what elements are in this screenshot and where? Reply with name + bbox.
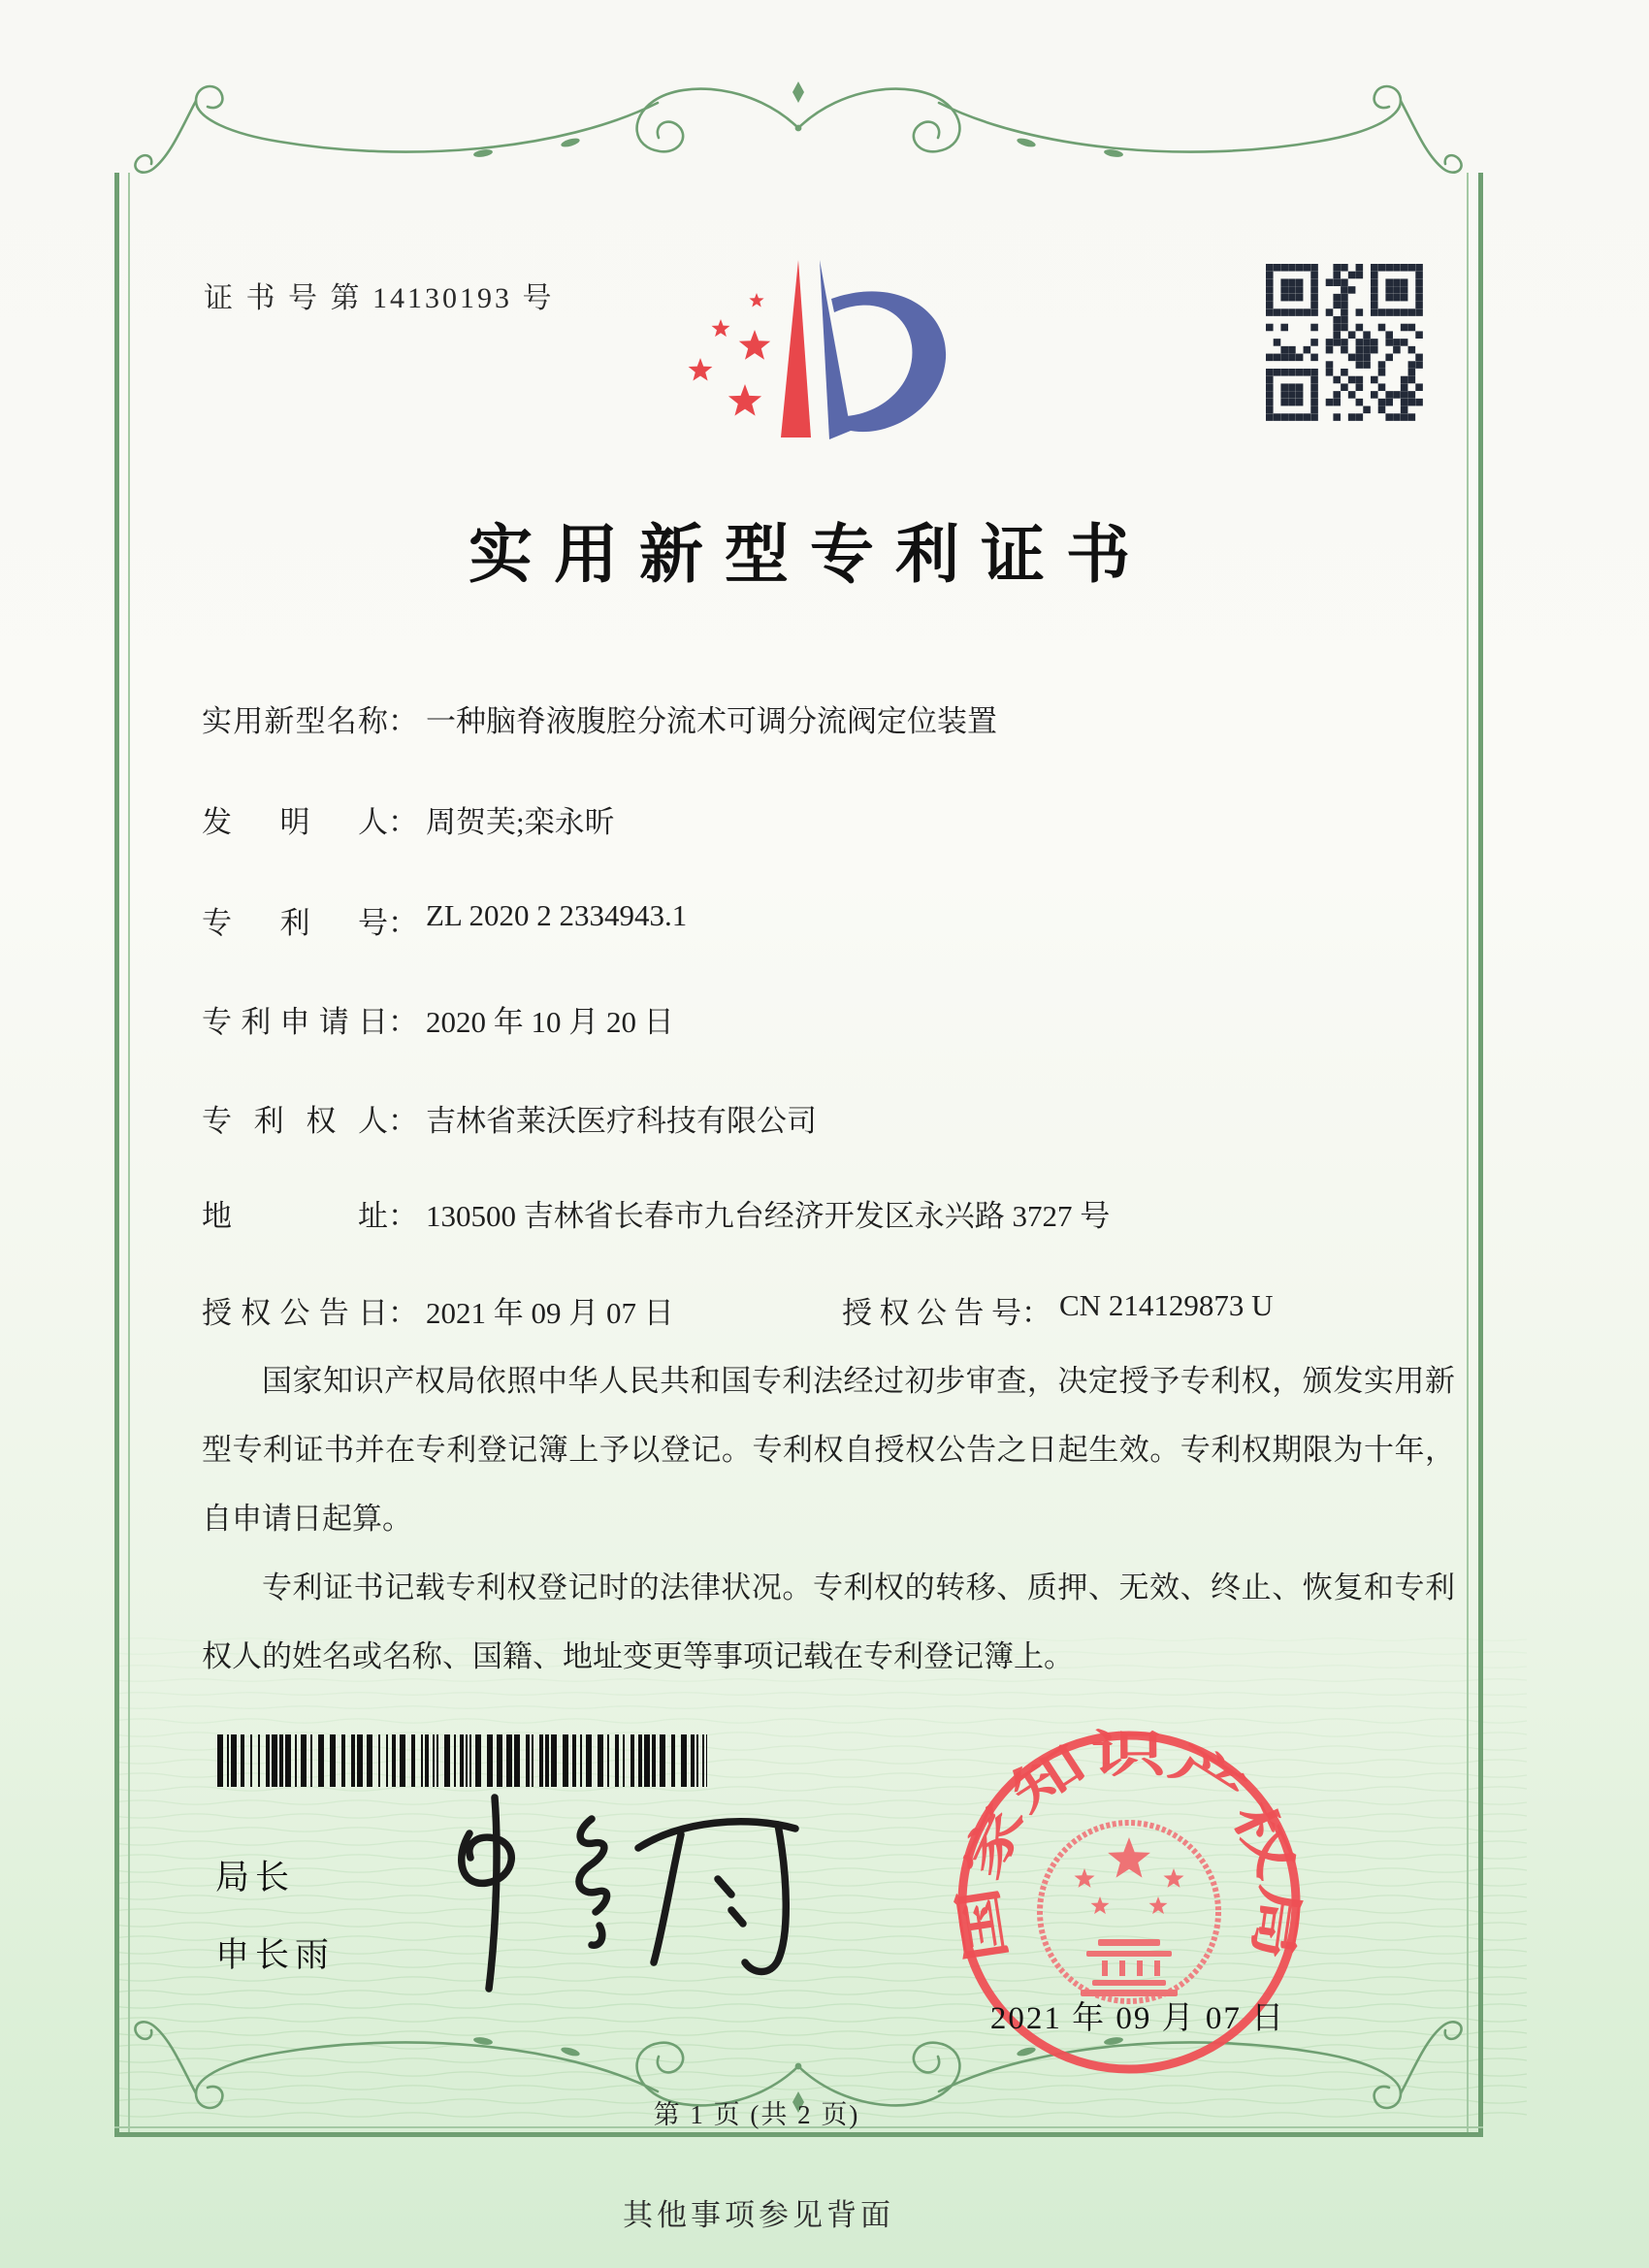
field-label: 授权公告日 bbox=[202, 1296, 388, 1330]
cnipa-logo-icon bbox=[684, 239, 975, 462]
field-value: 一种脑脊液腹腔分流术可调分流阀定位装置 bbox=[426, 704, 997, 738]
field-label: 专利申请日 bbox=[202, 1005, 388, 1039]
field-colon: ： bbox=[388, 1005, 418, 1039]
field-colon: ： bbox=[388, 704, 418, 738]
certificate-title: 实用新型专利证书 bbox=[469, 520, 1151, 591]
legal-text-block bbox=[202, 1346, 1455, 1691]
field-row-filing-date bbox=[202, 997, 1463, 1042]
field-value: 2021 年 09 月 07 日 bbox=[426, 1296, 674, 1330]
seal-date: 2021 年 09 月 07 日 bbox=[989, 2001, 1286, 2036]
field-value: CN 214129873 U bbox=[1059, 1288, 1274, 1322]
field-row-address bbox=[202, 1191, 1463, 1236]
field-value: 吉林省莱沃医疗科技有限公司 bbox=[426, 1104, 817, 1138]
field-row-grant bbox=[202, 1288, 1463, 1333]
field-colon: ： bbox=[388, 1199, 418, 1233]
border-right-thin bbox=[1467, 173, 1469, 2132]
border-bottom-thick bbox=[114, 2132, 1483, 2137]
qr-code bbox=[1266, 264, 1423, 421]
field-group-grant-number bbox=[842, 1288, 1273, 1332]
legal-paragraph-1: 国家知识产权局依照中华人民共和国专利法经过初步审查，决定授予专利权，颁发实用新型专利证书并在专利登记簿上予以登记。专利权自授权公告之日起生效。专利权期限为十年，自申请日起算。 bbox=[202, 1364, 1455, 1536]
field-label: 专利号 bbox=[202, 906, 388, 940]
field-label: 地址 bbox=[202, 1199, 388, 1233]
field-label: 发明人 bbox=[202, 805, 388, 839]
field-row-inventor bbox=[202, 797, 1463, 842]
field-value: 周贺芙;栾永昕 bbox=[426, 805, 615, 839]
certificate-number: 证 书 号 第 14130193 号 bbox=[204, 282, 555, 314]
field-colon: ： bbox=[388, 805, 418, 839]
border-left-thin bbox=[128, 173, 130, 2132]
page-indicator: 第 1 页 (共 2 页) bbox=[653, 2100, 860, 2129]
national-emblem bbox=[1040, 1823, 1218, 2001]
seal-text: 国家知识产权局 bbox=[954, 1727, 1308, 1966]
legal-paragraph-2: 专利证书记载专利权登记时的法律状况。专利权的转移、质押、无效、终止、恢复和专利权人的姓名或名称、国籍、地址变更等事项记载在专利登记簿上。 bbox=[202, 1571, 1455, 1673]
field-row-utility-model-name bbox=[202, 697, 1463, 741]
barcode bbox=[217, 1734, 714, 1787]
field-colon: ： bbox=[1021, 1296, 1051, 1330]
field-row-patentee bbox=[202, 1096, 1463, 1141]
field-value: 130500 吉林省长春市九台经济开发区永兴路 3727 号 bbox=[426, 1199, 1111, 1233]
director-title: 局长 bbox=[215, 1859, 296, 1896]
top-flourish-ornament bbox=[114, 68, 1482, 175]
field-label: 专利权人 bbox=[202, 1104, 388, 1138]
border-right-thick bbox=[1478, 173, 1483, 2132]
field-colon: ： bbox=[388, 1104, 418, 1138]
director-name: 申长雨 bbox=[215, 1936, 336, 1974]
field-label: 授权公告号 bbox=[842, 1296, 1021, 1330]
field-label: 实用新型名称 bbox=[202, 704, 388, 738]
handwritten-signature bbox=[427, 1790, 815, 1998]
field-value: ZL 2020 2 2334943.1 bbox=[426, 898, 688, 932]
back-side-note: 其他事项参见背面 bbox=[623, 2198, 894, 2232]
field-colon: ： bbox=[388, 906, 418, 940]
field-row-patent-number bbox=[202, 898, 1463, 943]
field-colon: ： bbox=[388, 1296, 418, 1330]
field-value: 2020 年 10 月 20 日 bbox=[426, 1005, 674, 1039]
border-left-thick bbox=[114, 173, 119, 2132]
